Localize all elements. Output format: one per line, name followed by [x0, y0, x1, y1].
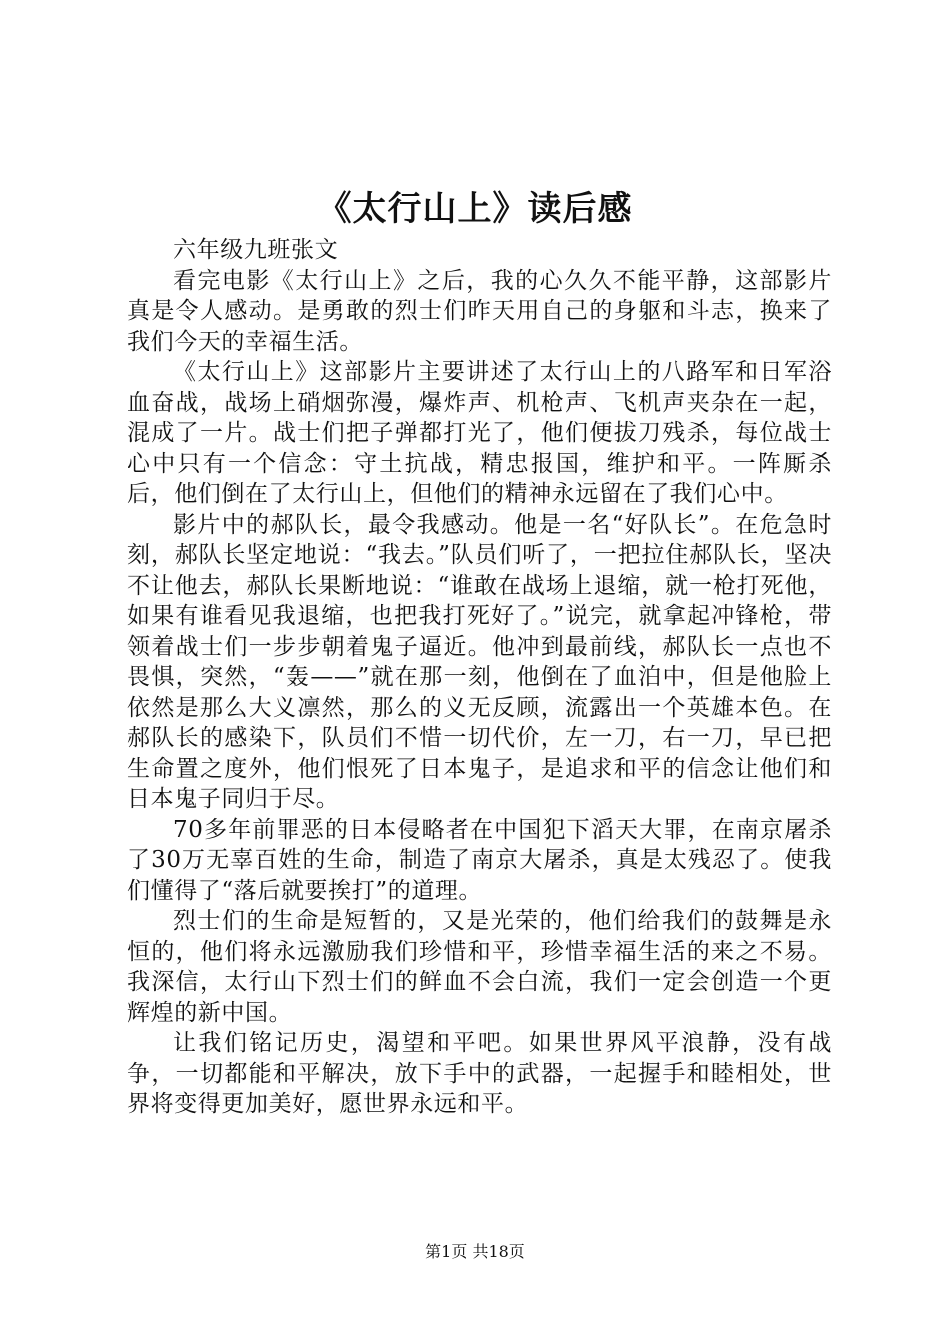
paragraph-5: 烈士们的生命是短暂的，又是光荣的，他们给我们的鼓舞是永恒的，他们将永远激励我们珍惜和平，珍惜幸福生活的来之不易。我深信，太行山下烈士们的鲜血不会白流，我们一定会创造一个更辉煌的新中国。 [127, 908, 832, 1026]
paragraph-6: 让我们铭记历史，渴望和平吧。如果世界风平浪静，没有战争，一切都能和平解决，放下手中的武器，一起握手和睦相处，世界将变得更加美好，愿世界永远和平。 [127, 1030, 832, 1117]
author-line: 六年级九班张文 [173, 237, 339, 263]
paragraph-2: 《太行山上》这部影片主要讲述了太行山上的八路军和日军浴血奋战，战场上硝烟弥漫，爆炸声、机枪声、飞机声夹杂在一起，混成了一片。战士们把子弹都打光了，他们便拔刀残杀，每位战士心中只有一个信念：守土抗战，精忠报国，维护和平。一阵厮杀后，他们倒在了太行山上，但他们的精神永远留在了我们心中。 [127, 359, 832, 507]
paragraph-1: 看完电影《太行山上》之后，我的心久久不能平静，这部影片真是令人感动。是勇敢的烈士们昨天用自己的身躯和斗志，换来了我们今天的幸福生活。 [127, 267, 832, 355]
paragraph-3: 影片中的郝队长，最令我感动。他是一名“好队长”。在危急时刻，郝队长坚定地说：“我去。”队员们听了，一把拉住郝队长，坚决不让他去，郝队长果断地说：“谁敢在战场上退缩，就一枪打死他，如果有谁看见我退缩，也把我打死好了。”说完，就拿起冲锋枪，带领着战士们一步步朝着鬼子逼近。他冲到最前线，郝队长一点也不畏惧，突然，“轰——”就在那一刻，他倒在了血泊中，但是他脸上依然是那么大义凛然，那么的义无反顾，流露出一个英雄本色。在郝队长的感染下，队员们不惜一切代价，左一刀，右一刀，早已把生命置之度外，他们恨死了日本鬼子，是追求和平的信念让他们和日本鬼子同归于尽。 [127, 511, 832, 812]
document-title: 《太行山上》读后感 [317, 189, 633, 229]
page-footer: 第1页 共18页 [425, 1242, 525, 1261]
document-body [127, 235, 832, 1120]
paragraph-4: 70多年前罪恶的日本侵略者在中国犯下滔天大罪，在南京屠杀了30万无辜百姓的生命，制造了南京大屠杀，真是太残忍了。使我们懂得了“落后就要挨打”的道理。 [127, 816, 832, 904]
